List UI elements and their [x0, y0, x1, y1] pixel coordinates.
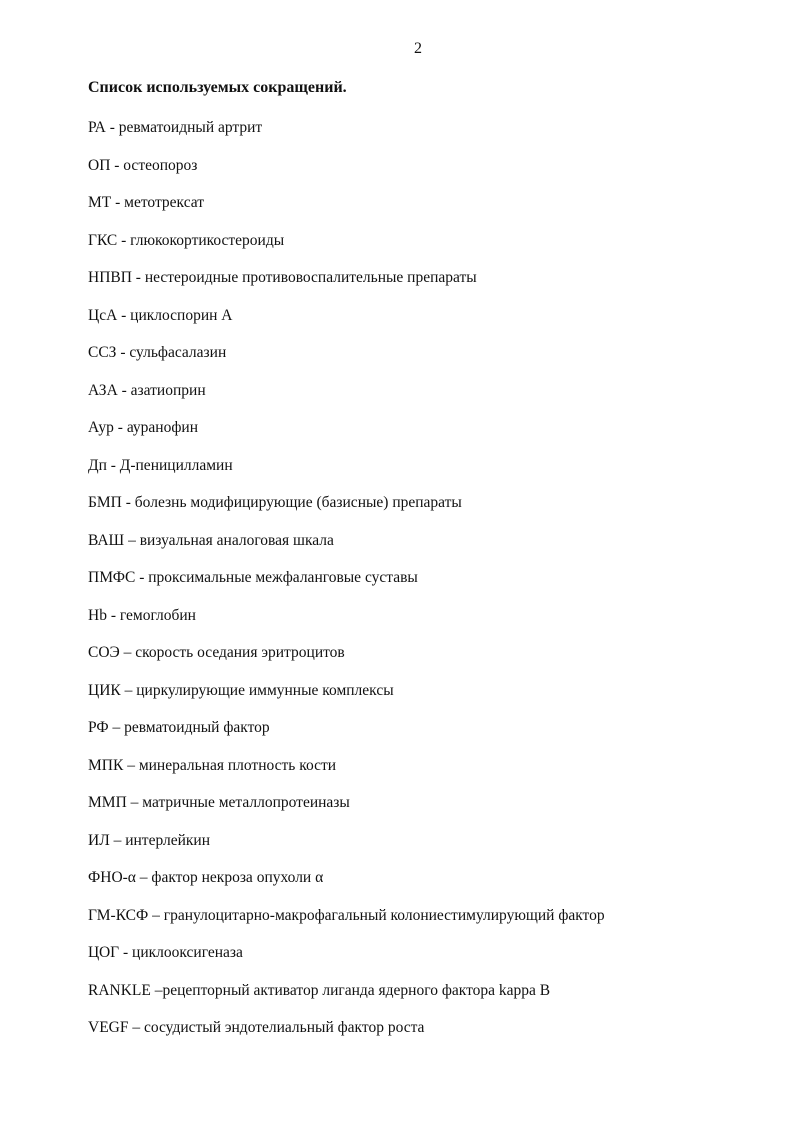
abbreviation-item: МПК – минеральная плотность кости — [88, 756, 337, 774]
abbreviation-item: ССЗ - сульфасалазин — [88, 344, 227, 361]
page-title: Список используемых сокращений. — [88, 79, 347, 96]
abbreviation-item: СОЭ – скорость оседания эритроцитов — [88, 644, 345, 661]
abbreviation-item: ЦОГ - циклооксигеназа — [88, 944, 243, 961]
abbreviation-item: ФНО-α – фактор некроза опухоли α — [88, 869, 324, 886]
abbreviation-item: РФ – ревматоидный фактор — [88, 719, 270, 736]
abbreviation-item: ЦсА - циклоспорин А — [88, 306, 233, 324]
abbreviation-item: ММП – матричные металлопротеиназы — [88, 794, 350, 811]
abbreviation-item: ЦИК – циркулирующие иммунные комплексы — [88, 681, 394, 699]
abbreviation-item: МТ - метотрексат — [88, 194, 205, 211]
abbreviation-item: АЗА - азатиоприн — [88, 381, 206, 399]
abbreviation-item: ПМФС - проксимальные межфаланговые суставы — [88, 569, 418, 586]
abbreviation-item: Hb - гемоглобин — [88, 606, 196, 624]
abbreviation-item: Аур - ауранофин — [88, 419, 198, 436]
abbreviation-item: ОП - остеопороз — [88, 156, 198, 174]
abbreviation-item: ВАШ – визуальная аналоговая шкала — [88, 531, 334, 549]
abbreviation-item: RANKLE –рецепторный активатор лиганда ядерного фактора kappa B — [88, 981, 551, 999]
page-number: 2 — [414, 40, 422, 57]
abbreviation-item: БМП - болезнь модифицирующие (базисные) препараты — [88, 494, 462, 511]
abbreviation-item: VEGF – сосудистый эндотелиальный фактор роста — [88, 1019, 425, 1036]
abbreviation-item: ГМ-КСФ – гранулоцитарно-макрофагальный колониестимулирующий фактор — [88, 906, 605, 924]
abbreviation-item: Дп - Д-пеницилламин — [88, 456, 233, 474]
abbreviation-item: НПВП - нестероидные противовоспалительные препараты — [88, 269, 477, 286]
abbreviation-item: ИЛ – интерлейкин — [88, 831, 211, 849]
abbreviation-list — [88, 119, 605, 1057]
abbreviation-item: РА - ревматоидный артрит — [88, 119, 263, 136]
abbreviation-item: ГКС - глюкокортикостероиды — [88, 231, 285, 249]
